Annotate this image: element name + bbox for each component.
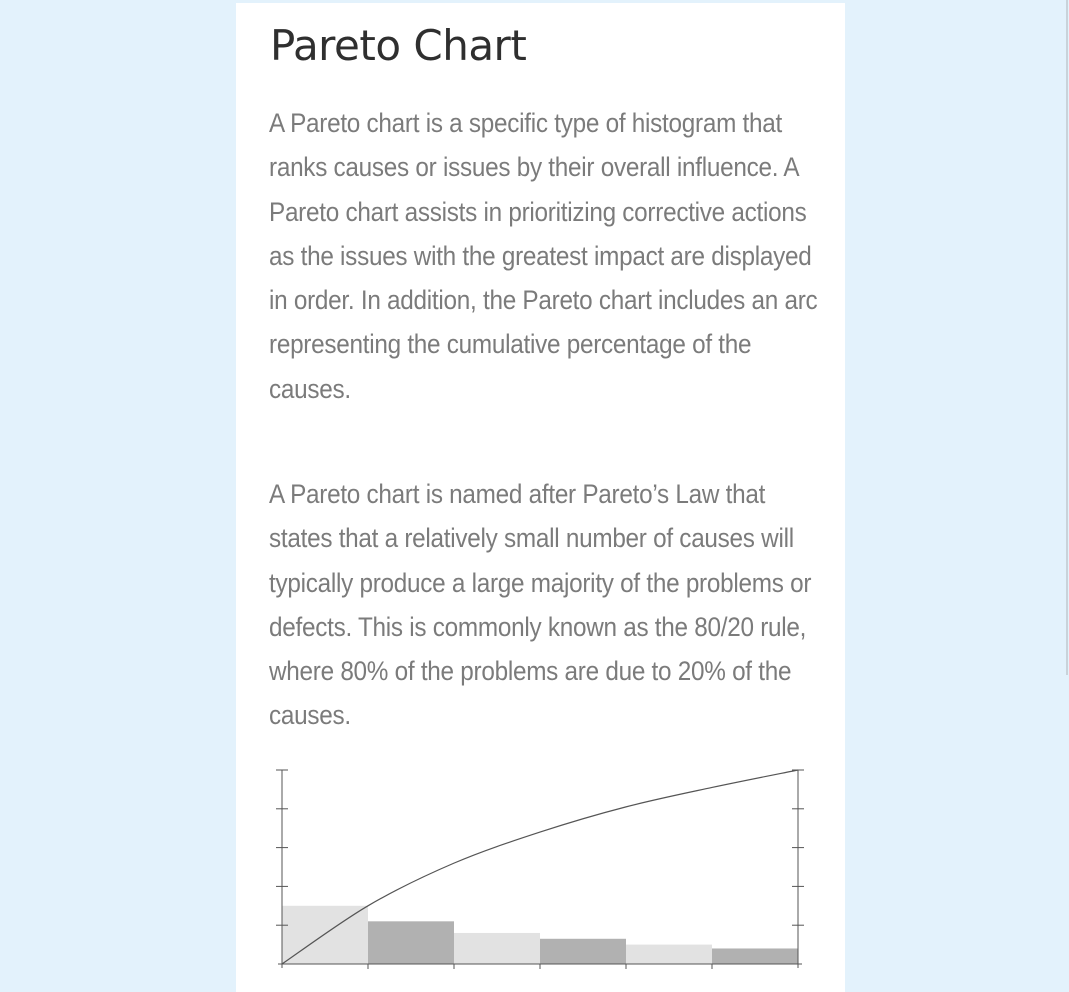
chart-bar: [712, 948, 798, 964]
chart-bar: [626, 945, 712, 964]
pareto-chart: [236, 748, 845, 992]
chart-bar: [368, 921, 454, 964]
intro-paragraph: A Pareto chart is a specific type of histogram that ranks causes or issues by their overall influence. A Pareto chart assists in prioritizing corrective actions as the issues with the greatest impact are displayed in order. In addition, the Pareto chart includes an arc representing the cumulative percentage of the causes.: [269, 108, 818, 404]
pareto-law-paragraph: A Pareto chart is named after Pareto’s Law that states that a relatively small number of causes will typically produce a large majority of the problems or defects. This is commonly known as the 80/20 rule, where 80% of the problems are due to 20% of the causes.: [269, 479, 812, 731]
page-title: Pareto Chart: [270, 21, 527, 70]
article-card: [236, 3, 845, 992]
chart-bar: [540, 939, 626, 964]
scrollbar-edge[interactable]: [1066, 0, 1068, 675]
pareto-chart-svg: [236, 748, 845, 992]
chart-bar: [454, 933, 540, 964]
